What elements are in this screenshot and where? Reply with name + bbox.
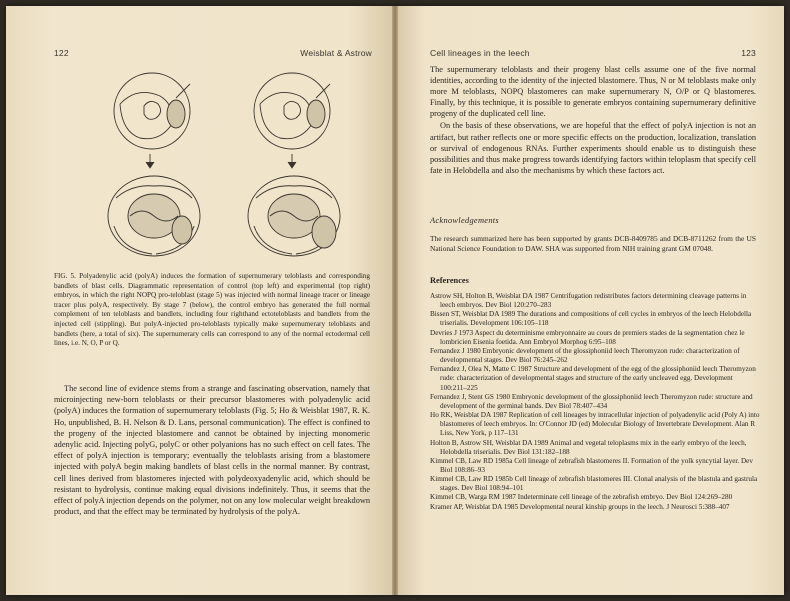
running-head: Cell lineages in the leech (430, 48, 530, 58)
reference-item: Kimmel CB, Law RD 1985a Cell lineage of zebrafish blastomeres II. Formation of the yolk syncytial layer. Dev Biol 108:86–93 (430, 456, 753, 474)
left-page (6, 6, 394, 595)
right-page (394, 6, 784, 595)
paragraph: The supernumerary teloblasts and their progeny blast cells assume one of the five normal identities, according to the identity of the injected blastomere. Thus, N or M teloblasts make only more M teloblasts, NOPQ blastomeres can make supernumerary N, O/P or Q blastomeres. Finally, by this technique, it is possible to generate embryos containing supernumerary definitive progeny of the duplicated cell line. (430, 65, 756, 119)
body-text (54, 383, 370, 517)
experimental-embryo-stage7 (248, 176, 340, 256)
reference-item: Kimmel CB, Law RD 1985b Cell lineage of zebrafish blastomeres III. Clonal analysis of the blastula and gastrula stages. Dev Biol 108:94–101 (430, 475, 758, 493)
control-embryo-stage5 (114, 73, 190, 149)
book-gutter (392, 6, 398, 595)
reference-item: Astrow SH, Holton B, Weisblat DA 1987 Centrifugation redistributes factors determining cleavage patterns in leech embryos. Dev Biol 120:270–283 (430, 292, 747, 310)
figure-caption: FIG. 5. Polyadenylic acid (polyA) induces the formation of supernumerary teloblasts and corresponding bandlets of blast cells. Diagrammatic representation of control (top left) and experimental (top right) embryos, in which the right NOPQ pro-teloblast (stage 5) was injected with normal lineage tracer or lineage tracer plus polyA, respectively. By stage 7 (below), the control embryo has generated the full normal complement of ten teloblasts and bandlets, including four righthand ectoteloblasts and bandlets from the injected cell (stippling). But polyA-injected pro-teloblasts typically make supernumerary teloblasts and bandlets (here, a total of six). The supernumerary cells can correspond to any of the normal ectodermal cell lines, i.e. N, O, P or Q. (54, 272, 370, 348)
references-heading: References (430, 276, 469, 285)
reference-item: Ho RK, Weisblat DA 1987 Replication of cell lineages by intracellular injection of polyadenylic acid (Poly A) into blastomeres of leech embryos. In: O'Connor JD (ed) Molecular Biology of Invertebrate Development. Alan R Liss, New York, p 117–131 (430, 411, 760, 438)
page-number: 123 (741, 48, 756, 58)
down-arrow-icon (146, 154, 154, 168)
embryo-diagram-svg (102, 66, 362, 266)
reference-item: Devries J 1973 Aspect du determinisme embryonnaire au cours de premiers stades de la segmentation chez le lombricien Eisenia foetida. Ann Embryol Morphog 6:95–108 (430, 328, 745, 346)
open-book (6, 6, 784, 595)
reference-list (430, 292, 760, 512)
reference-item: Fernandez J 1980 Embryonic development of the glossiphoniid leech Theromyzon rude: characterization of developmental stages. Dev Biol 76:245–262 (430, 346, 740, 365)
reference-item: Fernandez J, Stent GS 1980 Embryonic development of the glossiphoniid leech Theromyzon rude: structure and development of the germinal bands. Dev Biol 78:407–434 (430, 392, 753, 410)
reference-item: Kramer AP, Weisblat DA 1985 Developmental neural kinship groups in the leech. J Neurosci 5:388–407 (430, 502, 730, 511)
paragraph: The second line of evidence stems from a strange and fascinating observation, namely that microinjecting new-born teloblasts or their precursor blastomeres with polyadenylic acid (polyA) induces the formation of supernumerary teloblasts (Fig. 5; Ho & Weisblat 1987, R. K. Ho, unpublished, B. H. Nelson & D. Lans, personal communication). The effect is confined to the progeny of the injected blastomere and cannot be obtained by injecting monomeric adenylic acid. Injecting polyG, polyC or other polyanions has no such effect on cell fates. The effect of polyA injection is temporary; eventually the teloblasts arising from a blastomere injected with polyA begin making bandlets of blast cells in the normal manner. By contrast, cell lines derived from blastomeres injected with polydeoxyadenylic acid, which should be resistant to hydrolysis, continue making equal divisions indefinitely. Thus, it seems that the effect of polyA injection depends on the polymer, not on any low molecular weight breakdown product, and that the effect may be terminated by hydrolysis of the polyA. (54, 384, 370, 517)
down-arrow-icon (288, 154, 296, 168)
running-head: Weisblat & Astrow (300, 48, 372, 58)
paragraph: On the basis of these observations, we are hopeful that the effect of polyA injection is not an artifact, but rather reflects one or more specific effects on the production, localization, translation or survival of endogenous RNAs. Further experiments should enable us to distinguish these possibilities and thus make progress towards identifying factors within teloplasm that specify cell fate in Helobdella and also the mechanisms by which these factors act. (430, 121, 756, 175)
body-text (430, 64, 756, 176)
reference-item: Holton B, Astrow SH, Weisblat DA 1989 Animal and vegetal teloplasms mix in the early embryo of the leech, Helobdella triserialis. Dev Biol 131:182–188 (430, 438, 747, 456)
reference-item: Kimmel CB, Warga RM 1987 Indeterminate cell lineage of the zebrafish embryo. Dev Biol 124:269–280 (430, 493, 733, 502)
reference-item: Bissen ST, Weisblat DA 1989 The durations and compositions of cell cycles in embryos of the leech Helobdella triserialis. Development 106:105–118 (430, 310, 752, 328)
reference-item: Fernandez J, Olea N, Matte C 1987 Structure and development of the egg of the glossiphoniid leech Theromyzon rude: characterization of developmental stages and structure of the early uncleaved egg. Development 100:211–225 (430, 365, 756, 392)
experimental-embryo-stage5 (254, 73, 330, 149)
acknowledgements-text: The research summarized here has been supported by grants DCB-8409785 and DCB-8711262 from the US National Science Foundation to DAW. SHA was supported from NIH training grant GM 07048. (430, 234, 756, 253)
acknowledgements-heading: Acknowledgements (430, 216, 499, 225)
page-number: 122 (54, 48, 69, 58)
figure-5-diagram (102, 66, 362, 266)
control-embryo-stage7 (108, 176, 200, 256)
